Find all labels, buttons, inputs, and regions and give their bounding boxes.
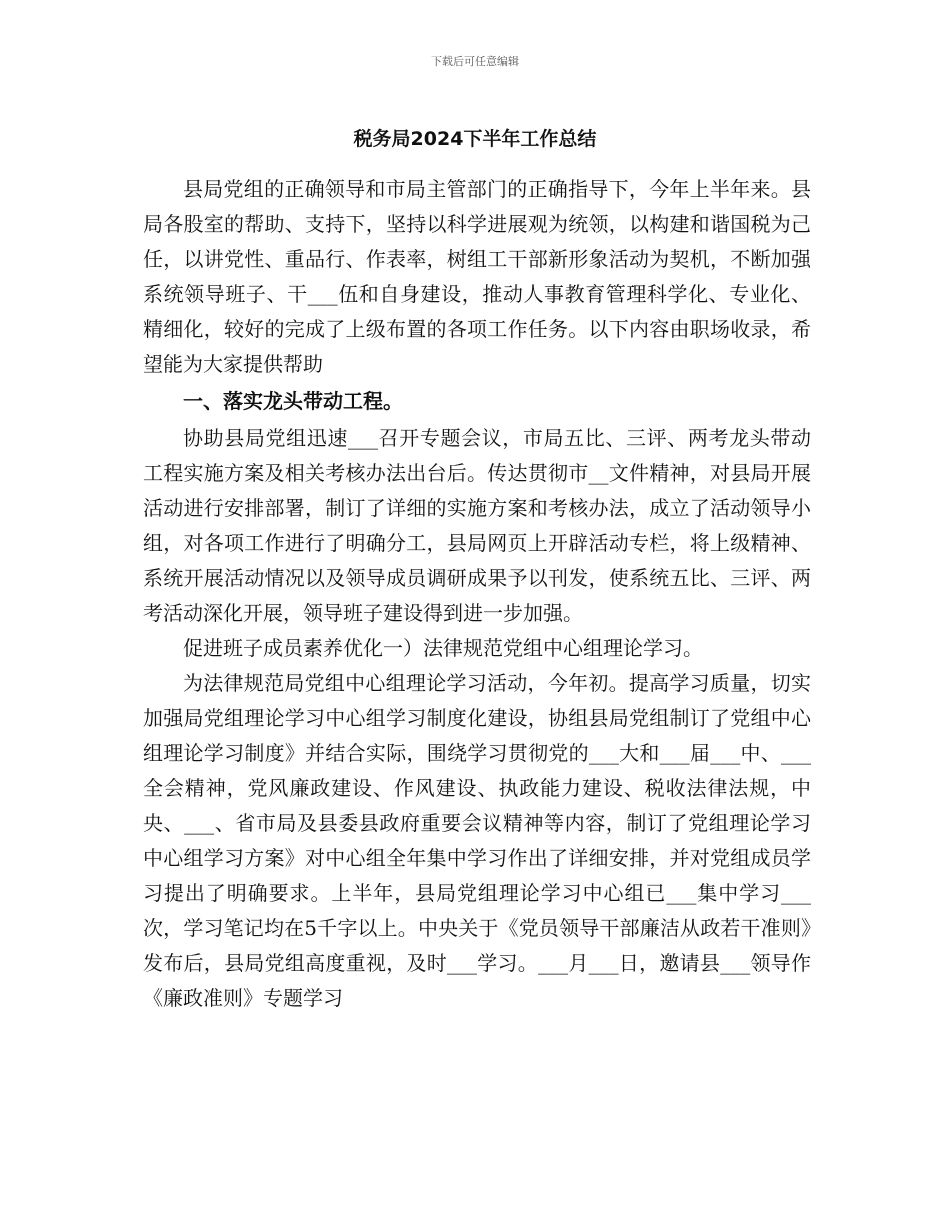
paragraph-subheading: 促进班子成员素养优化一）法律规范党组中心组理论学习。 — [183, 636, 703, 660]
section-heading: 一、落实龙头带动工程。 — [183, 389, 403, 413]
paragraph-section-one: 协助县局党组迅速___召开专题会议，市局五比、三评、两考龙头带动工程实施方案及相关考核办法出台后。传达贯彻市__文件精神，对县局开展活动进行安排部署，制订了详细的实施方案和考核办法，成立了活动领导小组，对各项工作进行了明确分工，县局网页上开辟活动专栏，将上级精神、系统开展活动情况以及领导成员调研成果予以刊发，使系统五比、三评、两考活动深化开展，领导班子建设得到进一步加强。 — [143, 426, 811, 625]
page-header: 下载后可任意编辑 — [431, 55, 519, 68]
paragraph-study: 为法律规范局党组中心组理论学习活动，今年初。提高学习质量，切实加强局党组理论学习中心组学习制度化建设，协组县局党组制订了党组中心组理论学习制度》并结合实际，围绕学习贯彻党的___大和___届___中、___全会精神，党风廉政建设、作风建设、执政能力建设、税收法律法规，中央、___、省市局及县委县政府重要会议精神等内容，制订了党组理论学习中心组学习方案》对中心组全年集中学习作出了详细安排，并对党组成员学习提出了明确要求。上半年，县局党组理论学习中心组已___集中学习___次，学习笔记均在5千字以上。中央关于《党员领导干部廉洁从政若干准则》发布后，县局党组高度重视，及时___学习。___月___日，邀请县___领导作《廉政准则》专题学习 — [143, 671, 811, 1010]
paragraph-intro: 县局党组的正确领导和市局主管部门的正确指导下，今年上半年来。县局各股室的帮助、支持下，坚持以科学进展观为统领，以构建和谐国税为己任，以讲党性、重品行、作表率，树组工干部新形象活动为契机，不断加强系统领导班子、干___伍和自身建设，推动人事教育管理科学化、专业化、精细化，较好的完成了上级布置的各项工作任务。以下内容由职场收录，希望能为大家提供帮助 — [143, 177, 811, 376]
document-title: 税务局2024下半年工作总结 — [353, 128, 597, 150]
document-body — [143, 172, 811, 1016]
